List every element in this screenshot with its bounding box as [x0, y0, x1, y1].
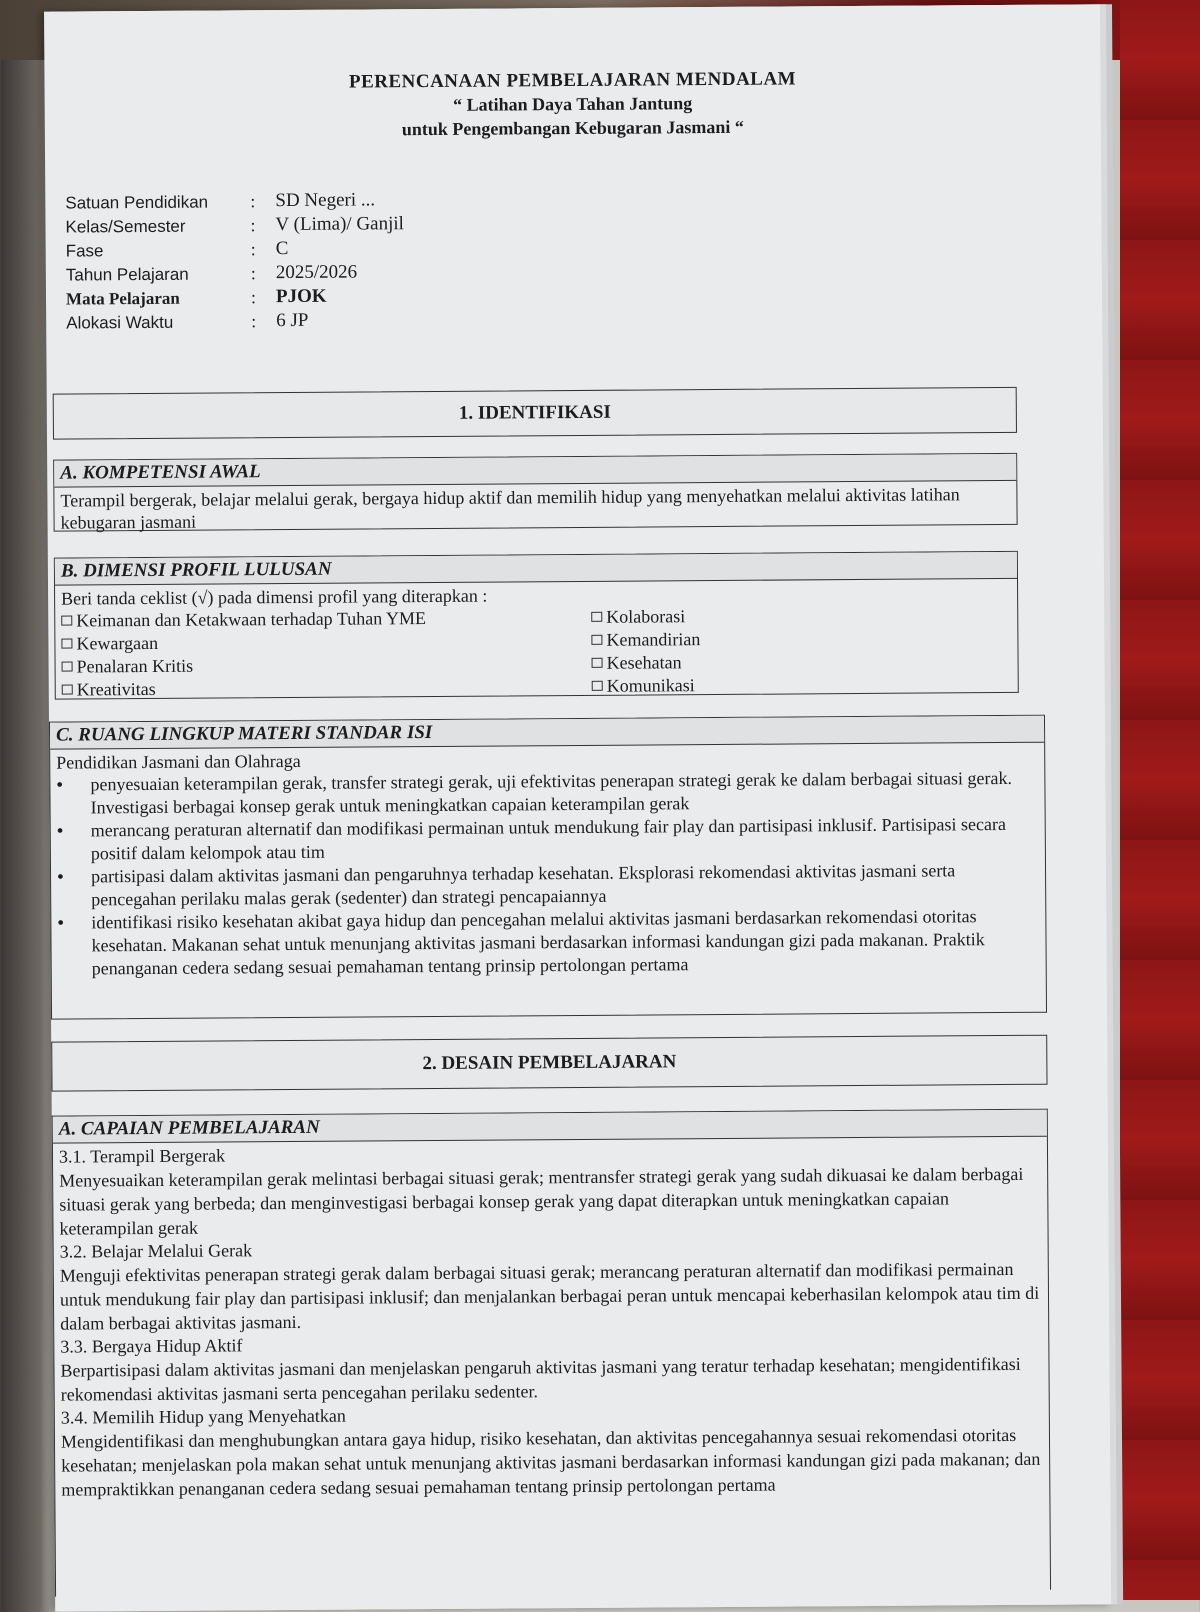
list-item: ● partisipasi dalam aktivitas jasmani dan pengaruhnya terhadap kesehatan. Eksplorasi rekomendasi aktivitas jasmani serta pencegahan perilaku malas gerak (sedenter) dan strategi pencapaiannya	[91, 859, 1039, 912]
info-value: SD Negeri ...	[275, 189, 376, 212]
info-value: C	[275, 237, 289, 260]
checkbox-icon[interactable]	[62, 662, 73, 672]
background-right	[1120, 0, 1200, 1600]
capaian-item-text: Mengidentifikasi dan menghubungkan antara gaya hidup, risiko kesehatan, dan aktivitas pencegahannya sesuai rekomendasi otoritas kesehatan; menjelaskan pola makan sehat untuk menunjang aktivitas jasmani berdasarkan informasi kandungan gizi pada makanan; dan mempraktikkan penanganan cedera sedang sesuai pemahaman tentang prinsip pertolongan pertama	[60, 1424, 1041, 1500]
info-value: PJOK	[275, 285, 327, 308]
checkbox-item[interactable]	[591, 649, 1011, 675]
info-value: 6 JP	[276, 309, 309, 332]
dimensi-profil-body	[55, 579, 1018, 704]
checkbox-item[interactable]	[591, 603, 1011, 629]
dimensi-left-column	[61, 607, 482, 702]
capaian-item-title: 3.2. Belajar Melalui Gerak	[59, 1240, 253, 1262]
info-label: Alokasi Waktu	[66, 312, 174, 333]
capaian-item-title: 3.1. Terampil Bergerak	[58, 1145, 226, 1167]
section-desain-header: 2. DESAIN PEMBELAJARAN	[51, 1035, 1047, 1092]
checkbox-icon[interactable]	[61, 616, 72, 626]
checkbox-item[interactable]	[62, 653, 482, 679]
info-colon: :	[250, 287, 257, 308]
dimensi-profil-title: B. DIMENSI PROFIL LULUSAN	[55, 552, 1017, 586]
info-value: 2025/2026	[275, 261, 358, 284]
checkbox-label: Keimanan dan Ketakwaan terhadap Tuhan YME	[76, 608, 427, 631]
info-value: V (Lima)/ Ganjil	[275, 213, 404, 236]
info-label: Fase	[65, 241, 104, 261]
capaian-title: A. CAPAIAN PEMBELAJARAN	[53, 1110, 1047, 1144]
info-label: Mata Pelajaran	[65, 288, 180, 309]
document-page	[44, 4, 1111, 1611]
capaian-body	[53, 1137, 1049, 1504]
dimensi-columns	[61, 603, 1012, 702]
list-item: ● merancang peraturan alternatif dan modifikasi permainan untuk mendukung fair play dan partisipasi inklusif. Partisipasi secara positif dalam kelompok atau tim	[91, 813, 1039, 866]
checkbox-label: Penalaran Kritis	[76, 655, 194, 677]
capaian-item-title: 3.4. Memilih Hidup yang Menyehatkan	[60, 1405, 346, 1428]
capaian-item-title: 3.3. Bergaya Hidup Aktif	[60, 1335, 243, 1357]
kompetensi-awal-title: A. KOMPETENSI AWAL	[54, 454, 1016, 488]
checkbox-item[interactable]	[62, 676, 482, 702]
dimensi-profil-box	[54, 551, 1019, 700]
checkbox-label: Kesehatan	[606, 652, 682, 673]
checkbox-icon[interactable]	[592, 658, 603, 668]
info-colon: :	[251, 311, 257, 332]
section-identifikasi-header: 1. IDENTIFIKASI	[53, 387, 1017, 440]
checkbox-label: Kreativitas	[76, 678, 156, 700]
info-label: Satuan Pendidikan	[65, 192, 209, 213]
ruang-lingkup-title: C. RUANG LINGKUP MATERI STANDAR ISI	[50, 716, 1044, 750]
ruang-lingkup-list	[56, 767, 1039, 981]
info-colon: :	[250, 215, 256, 236]
checkbox-icon[interactable]	[591, 635, 602, 645]
checkbox-icon[interactable]	[592, 681, 603, 691]
checkbox-item[interactable]	[591, 626, 1011, 652]
dimensi-right-column	[481, 603, 1012, 699]
checkbox-label: Komunikasi	[606, 675, 695, 696]
ruang-lingkup-body	[50, 743, 1046, 983]
info-colon: :	[250, 239, 256, 260]
checkbox-icon[interactable]	[591, 612, 602, 622]
kompetensi-awal-box	[53, 453, 1017, 532]
kompetensi-awal-text: Terampil bergerak, belajar melalui gerak, bergaya hidup aktif dan memilih hidup yang menyehatkan melalui aktivitas latihan kebugaran jasmani	[60, 484, 960, 533]
checkbox-label: Kolaborasi	[606, 606, 686, 627]
info-table	[65, 185, 766, 334]
info-label: Kelas/Semester	[65, 216, 186, 237]
info-colon: :	[250, 191, 256, 212]
capaian-item-text: Berpartisipasi dalam aktivitas jasmani dan menjelaskan pengaruh aktivitas jasmani yang teratur terhadap kesehatan; mengidentifikasi rekomendasi aktivitas jasmani serta pencegahan perilaku sedenter.	[60, 1353, 1021, 1405]
checkbox-icon[interactable]	[62, 685, 73, 695]
capaian-item-text: Menguji efektivitas penerapan strategi gerak dalam berbagai situasi gerak; merancang peraturan alternatif dan modifikasi permainan untuk mendukung fair play dan partisipasi inklusif; dan menjalankan berbagai peran untuk mencapai keberhasilan kelompok atau tim di dalam berbagai aktivitas jasmani.	[59, 1258, 1040, 1334]
checkbox-label: Kemandirian	[606, 629, 701, 650]
info-label: Tahun Pelajaran	[65, 264, 189, 285]
ruang-lingkup-box	[49, 715, 1047, 1020]
checkbox-item[interactable]	[61, 607, 481, 633]
capaian-box	[52, 1109, 1051, 1597]
list-item: ● identifikasi risiko kesehatan akibat gaya hidup dan pencegahan melalui aktivitas jasmani berdasarkan rekomendasi otoritas kesehatan. Makanan sehat untuk menunjang aktivitas jasmani berdasarkan informasi kandungan gizi pada makanan. Praktik penanganan cedera sedang sesuai pemahaman tentang prinsip pertolongan pertama	[91, 905, 1039, 981]
checkbox-label: Kewargaan	[76, 632, 159, 654]
dimensi-instruction: Beri tanda ceklist (√) pada dimensi profil yang diterapkan :	[61, 585, 488, 609]
info-colon: :	[250, 263, 256, 284]
document-subtitle-1: “ Latihan Daya Tahan Jantung	[453, 93, 693, 115]
info-row	[66, 305, 766, 334]
checkbox-item[interactable]	[592, 672, 1012, 698]
checkbox-icon[interactable]	[61, 639, 72, 649]
document-subtitle-2: untuk Pengembangan Kebugaran Jasmani “	[401, 116, 744, 140]
capaian-item-text: Menyesuaikan keterampilan gerak melintasi berbagai situasi gerak; mentransfer strategi gerak yang sudah dikuasai ke dalam berbagai situasi gerak yang berbeda; dan menginvestigasi berbagai konsep gerak yang dapat diterapkan untuk meningkatkan capaian keterampilan gerak	[59, 1163, 1024, 1239]
list-item: ● penyesuaian keterampilan gerak, transfer strategi gerak, uji efektivitas penerapan strategi gerak ke dalam berbagai situasi gerak. Investigasi berbagai konsep gerak untuk meningkatkan capaian keterampilan gerak	[90, 767, 1038, 820]
ruang-lingkup-subject: Pendidikan Jasmani dan Olahraga	[56, 750, 301, 773]
checkbox-item[interactable]	[61, 630, 481, 656]
document-title: PERENCANAAN PEMBELAJARAN MENDALAM	[348, 68, 797, 93]
